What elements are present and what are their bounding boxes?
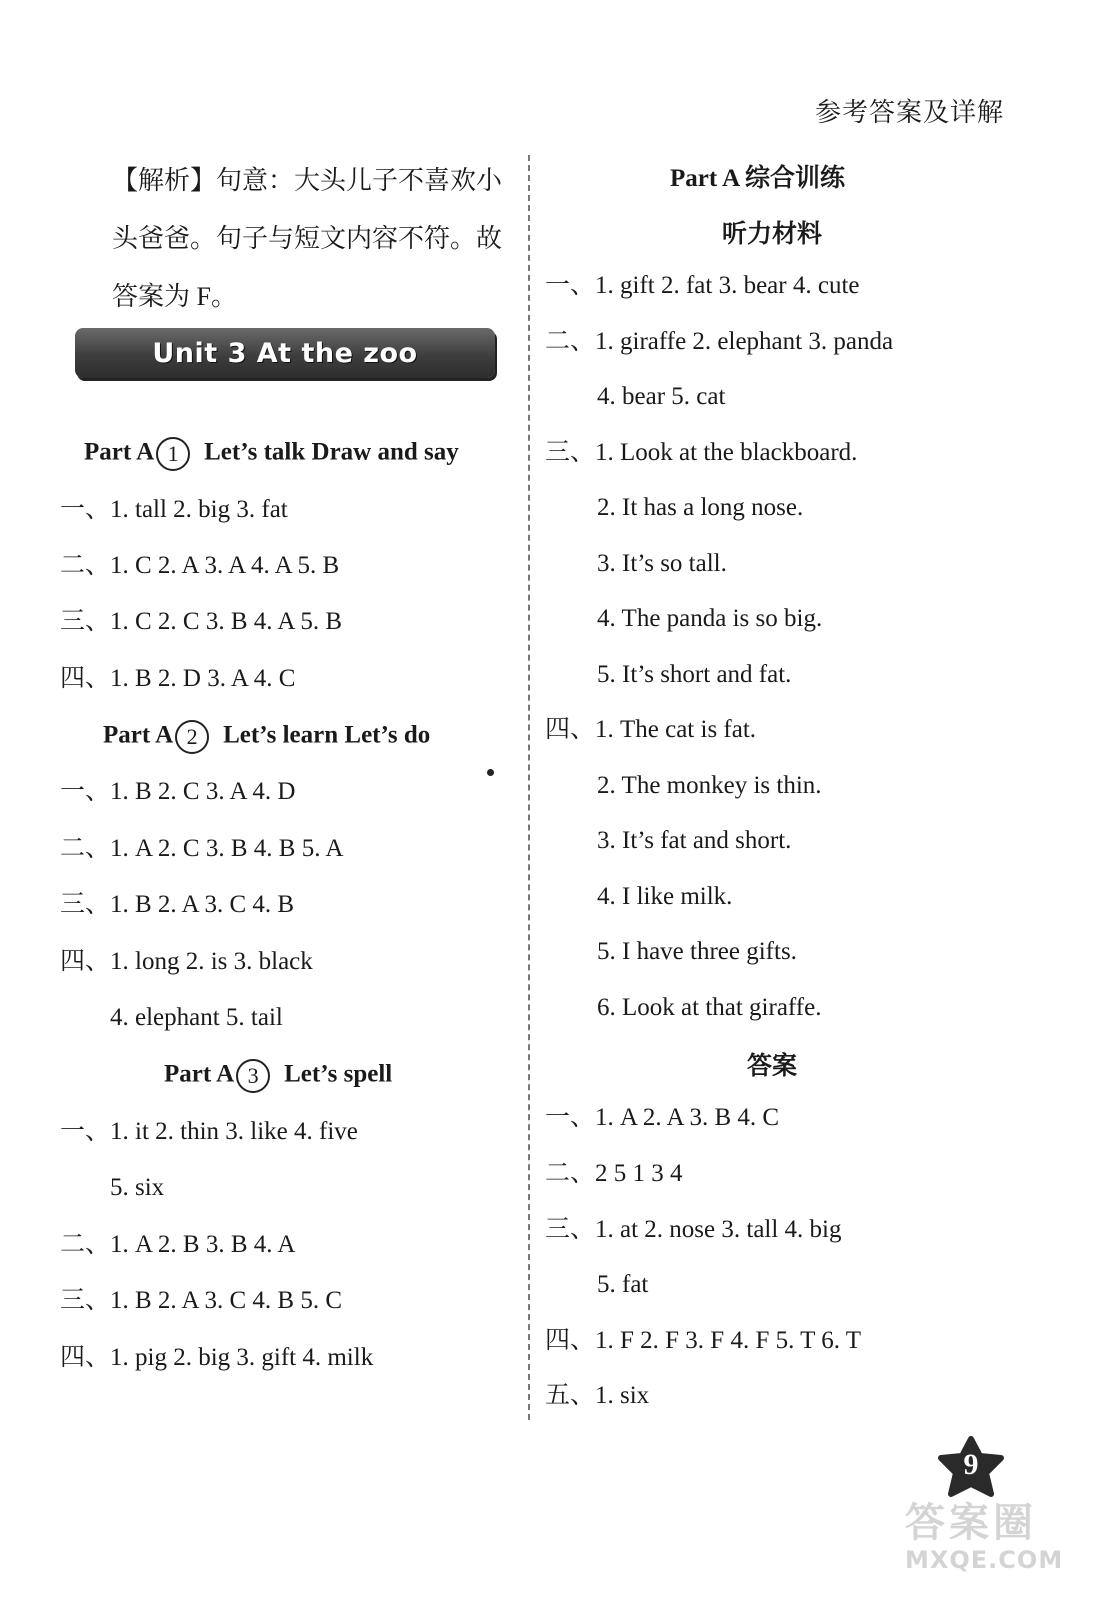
part3-line: 三、1. B 2. A 3. C 4. B 5. C [60,1287,342,1314]
header-title: 参考答案及详解 [814,98,1004,127]
page-number: 9 [963,1448,979,1481]
listening-line: 2. It has a long nose. [597,494,804,521]
listening-line: 三、1. Look at the blackboard. [545,439,858,466]
unit-banner-title: Unit 3 At the zoo [152,337,418,369]
listening-line: 4. bear 5. cat [597,383,726,410]
right-title: Part A 综合训练 [670,165,845,192]
answer-line: 三、1. at 2. nose 3. tall 4. big [545,1216,842,1243]
part3-line: 四、1. pig 2. big 3. gift 4. milk [60,1344,374,1371]
part3-heading [164,1059,392,1093]
part1-line: 三、1. C 2. C 3. B 4. A 5. B [60,608,342,635]
part2-line: 二、1. A 2. C 3. B 4. B 5. A [60,835,344,862]
part2-line: 四、1. long 2. is 3. black [60,948,313,975]
part3-line: 5. six [110,1174,165,1201]
part1-title: Let’s talk Draw and say [204,438,459,466]
part3-number: 3 [236,1059,270,1093]
part1-number: 1 [156,437,190,471]
part2-number: 2 [175,720,209,754]
column-divider [528,155,530,1420]
answer-line: 5. fat [597,1271,649,1298]
part1-line: 四、1. B 2. D 3. A 4. C [60,665,296,692]
part1-line: 一、1. tall 2. big 3. fat [60,496,288,523]
part2-line: 三、1. B 2. A 3. C 4. B [60,891,295,918]
part2-heading [103,720,430,754]
answers-heading: 答案 [747,1053,798,1080]
listening-line: 5. It’s short and fat. [597,661,792,688]
unit-banner [75,328,495,378]
listening-line: 6. Look at that giraffe. [597,994,822,1021]
part2-line: 4. elephant 5. tail [110,1004,283,1031]
listening-line: 四、1. The cat is fat. [545,716,757,743]
part1-line: 二、1. C 2. A 3. A 4. A 5. B [60,552,340,579]
part3-prefix: Part A [164,1060,235,1088]
listening-line: 二、1. giraffe 2. elephant 3. panda [545,328,894,355]
intro-explanation: 【解析】句意：大头儿子不喜欢小头爸爸。句子与短文内容不符。故答案为 F。 [112,166,503,311]
watermark-top: 答案圈 [905,1500,1037,1546]
listening-line: 3. It’s fat and short. [597,827,792,854]
part3-line: 一、1. it 2. thin 3. like 4. five [60,1118,358,1145]
part1-prefix: Part A [84,438,155,466]
part3-title: Let’s spell [284,1060,393,1088]
part2-prefix: Part A [103,721,174,749]
listening-heading: 听力材料 [722,221,823,248]
listening-line: 5. I have three gifts. [597,938,797,965]
part2-title: Let’s learn Let’s do [223,721,431,749]
answer-line: 二、2 5 1 3 4 [545,1160,683,1187]
stray-dot [487,769,494,776]
watermark-bottom: MXQE.COM [905,1546,1064,1574]
listening-line: 一、1. gift 2. fat 3. bear 4. cute [545,272,860,299]
part3-line: 二、1. A 2. B 3. B 4. A [60,1231,296,1258]
answer-line: 五、1. six [545,1382,650,1409]
part2-line: 一、1. B 2. C 3. A 4. D [60,778,296,805]
listening-line: 4. I like milk. [597,883,733,910]
listening-line: 3. It’s so tall. [597,550,727,577]
answer-line: 一、1. A 2. A 3. B 4. C [545,1104,780,1131]
watermark [905,1500,1110,1574]
listening-line: 4. The panda is so big. [597,605,823,632]
page-number-badge [936,1436,1006,1498]
part1-heading [84,437,459,471]
listening-line: 2. The monkey is thin. [597,772,822,799]
answer-line: 四、1. F 2. F 3. F 4. F 5. T 6. T [545,1327,862,1354]
